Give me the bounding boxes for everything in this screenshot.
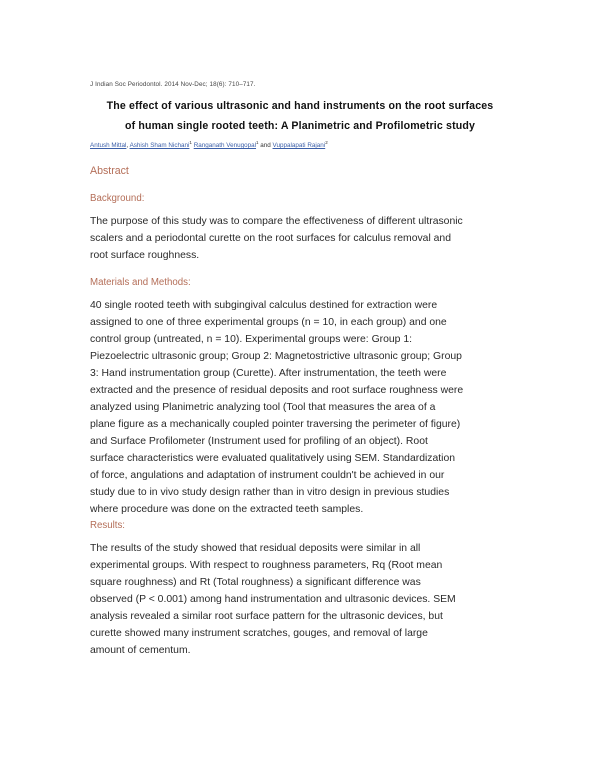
journal-citation: J Indian Soc Periodontol. 2014 Nov-Dec; 18(6): 710–717. [90, 81, 256, 88]
affiliation-marker[interactable]: 1 [189, 139, 192, 145]
background-text [90, 213, 530, 264]
text-line: control group (untreated, n = 10). Experimental groups were: Group 1: [90, 334, 412, 345]
author-list [90, 139, 328, 149]
methods-text [90, 297, 530, 518]
text-line: experimental groups. With respect to roughness parameters, Rq (Root mean [90, 560, 443, 571]
abstract-heading: Abstract [90, 165, 129, 177]
affiliation-marker[interactable]: 2 [325, 139, 328, 145]
author-separator: and [258, 142, 273, 149]
text-line: The purpose of this study was to compare the effectiveness of different ultrasonic [90, 216, 463, 227]
text-line: surface characteristics were evaluated qualitatively using SEM. Standardization [90, 453, 456, 464]
results-text [90, 540, 530, 659]
text-line: curette showed many instrument scratches, gouges, and removal of large [90, 628, 428, 639]
text-line: observed (P < 0.001) among hand instrumentation and ultrasonic devices. SEM [90, 594, 456, 605]
text-line: study due to in vivo study design rather than in vitro design in previous studies [90, 487, 450, 498]
affiliation-marker[interactable]: 1 [256, 139, 259, 145]
text-line: root surface roughness. [90, 250, 200, 261]
title-line: of human single rooted teeth: A Planimetric and Profilometric study [124, 120, 476, 132]
author-link[interactable]: Antush Mittal [90, 142, 127, 149]
text-line: analysis revealed a similar root surface pattern for the ultrasonic devices, but [90, 611, 443, 622]
text-line: amount of cementum. [90, 645, 191, 656]
article-title [80, 96, 520, 136]
author-link[interactable]: Vuppalapati Rajani [272, 142, 326, 149]
text-line: square roughness) and Rt (Total roughness) a significant difference was [90, 577, 421, 588]
author-link[interactable]: Ranganath Venugopal [193, 142, 257, 149]
title-line: The effect of various ultrasonic and hand instruments on the root surfaces [106, 100, 494, 112]
text-line: scalers and a periodontal curette on the root surfaces for calculus removal and [90, 233, 451, 244]
text-line: assigned to one of three experimental groups (n = 10, in each group) and one [90, 317, 447, 328]
author-separator: , [126, 142, 130, 149]
text-line: plane figure as a mechanically coupled pointer traversing the perimeter of figure) [90, 419, 461, 430]
background-heading: Background: [90, 193, 145, 204]
text-line: 3: Hand instrumentation group (Curette). After instrumentation, the teeth were [90, 368, 447, 379]
text-line: of force, angulations and adaptation of instrument couldn't be achieved in our [90, 470, 445, 481]
text-line: where procedure was done on the extracted teeth samples. [90, 504, 364, 515]
text-line: analyzed using Planimetric analyzing tool (Tool that measures the area of a [90, 402, 436, 413]
text-line: 40 single rooted teeth with subgingival calculus destined for extraction were [90, 300, 438, 311]
methods-heading: Materials and Methods: [90, 277, 191, 288]
author-link[interactable]: Ashish Sham Nichani [129, 142, 190, 149]
text-line: and Surface Profilometer (Instrument used for profiling of an object). Root [90, 436, 428, 447]
text-line: extracted and the presence of residual deposits and root surface roughness were [90, 385, 464, 396]
text-line: The results of the study showed that residual deposits were similar in all [90, 543, 421, 554]
text-line: Piezoelectric ultrasonic group; Group 2: Magnetostrictive ultrasonic group; Group [90, 351, 462, 362]
results-heading: Results: [90, 520, 125, 531]
